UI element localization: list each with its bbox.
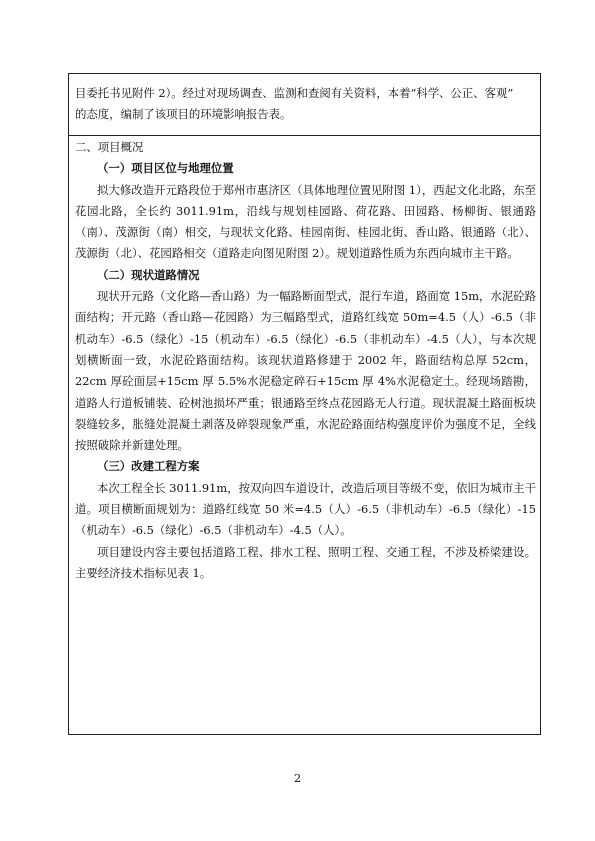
paragraph: 拟大修改造开元路段位于郑州市惠济区（具体地理位置见附图 1），西起文化北路，东至花园北路，全长约 3011.91m，沿线与规划桂园路、荷花路、田园路、杨柳街、银通路（南）、茂源街（南）相交，与现状文化路、桂园南街、桂园北街、香山路、银通路（北）、茂源街（北）、花园路相交（道路走向图见附图 2）。规划道路性质为东西向城市主干路。 [75, 182, 536, 261]
paragraph: 项目建设内容主要包括道路工程、排水工程、照明工程、交通工程，不涉及桥梁建设。主要经济技术指标见表 1。 [75, 544, 536, 580]
subsection-heading: （三）改建工程方案 [97, 459, 200, 474]
form-frame [68, 73, 541, 735]
subsection-heading: （二）现状道路情况 [97, 267, 200, 282]
intro-line: 的态度，编制了该项目的环境影响报告表。 [75, 107, 292, 122]
document-body [75, 83, 536, 584]
paragraph: 本次工程全长 3011.91m，按双向四车道设计，改造后项目等级不变，依旧为城市主干道。项目横断面规划为：道路红线宽 50 米=4.5（人）-6.5（非机动车）-6.5（绿化）-15（机动车）-6.5（绿化）-6.5（非机动车）-4.5（人）。 [75, 480, 536, 538]
paragraph: 现状开元路（文化路—香山路）为一幅路断面型式，混行车道，路面宽 15m，水泥砼路面结构；开元路（香山路—花园路）为三幅路型式，道路红线宽 50m=4.5（人）-6.5（非机动车）-6.5（绿化）-15（机动车）-6.5（绿化）-6.5（非机动车）-4.5（人），与本次规划横断面一致，水泥砼路面结构。该现状道路修建于 2002 年，路面结构总厚 52cm，22cm 厚砼面层+15cm 厚 5.5%水泥稳定碎石+15cm 厚 4%水泥稳定土。经现场踏勘，道路人行道板铺装、砼树池损坏严重；银通路至终点花园路无人行道。现状混凝土路面板块裂缝较多，胀缝处混凝土剥落及碎裂现象严重，水泥砼路面结构强度评价为强度不足，全线按照破除并新建处理。 [75, 289, 536, 453]
intro-block [75, 83, 536, 135]
intro-line: 目委托书见附件 2）。经过对现场调查、监测和查阅有关资料，本着“科学、公正、客观” [75, 86, 514, 100]
section-title: 二、项目概况 [75, 140, 144, 154]
subsection-heading: （一）项目区位与地理位置 [97, 161, 234, 176]
page-number: 2 [293, 771, 302, 785]
